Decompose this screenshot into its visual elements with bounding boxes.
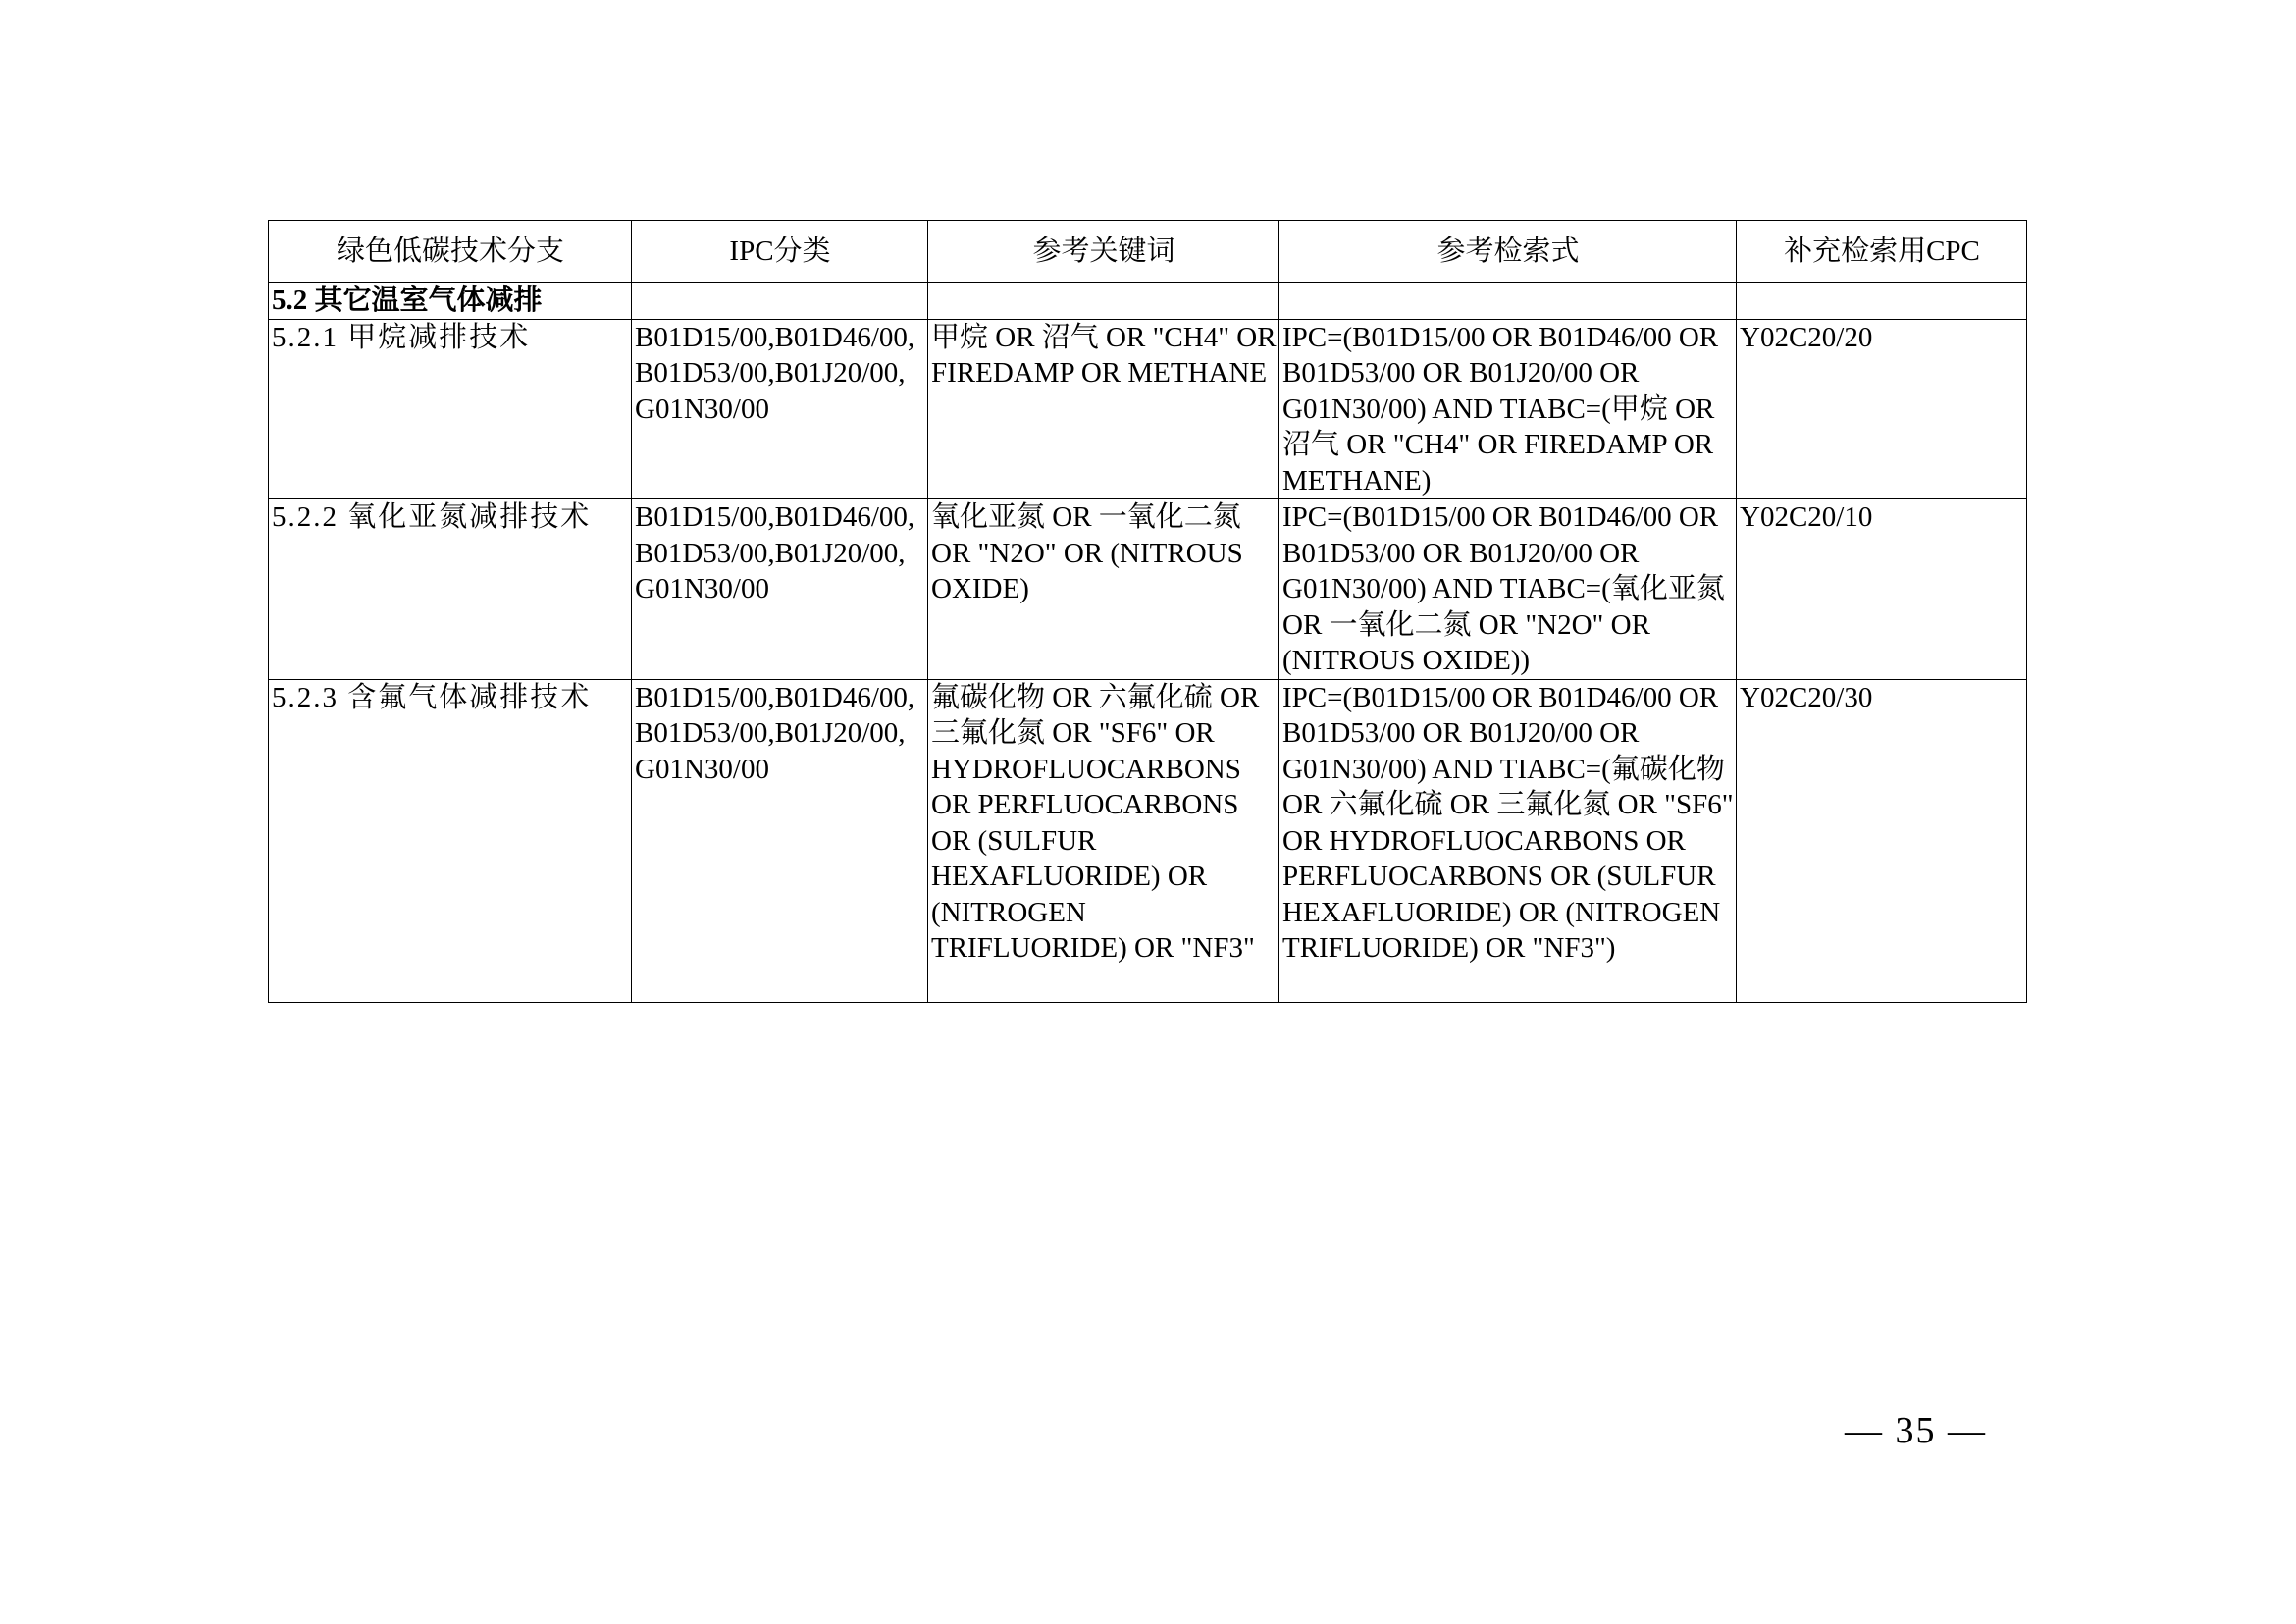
query-cell: IPC=(B01D15/00 OR B01D46/00 OR B01D53/00 OR B01J20/00 OR G01N30/00) AND TIABC=(甲烷 OR 沼气 OR "CH4" OR FIREDAMP OR METHANE)	[1279, 319, 1737, 499]
branch-cell: 5.2.1 甲烷减排技术	[269, 319, 632, 499]
section-empty-cell	[928, 283, 1279, 320]
ipc-cell: B01D15/00,B01D46/00,B01D53/00,B01J20/00,G01N30/00	[632, 319, 928, 499]
table-row	[269, 319, 2027, 499]
table-header-row	[269, 221, 2027, 283]
ipc-cell: B01D15/00,B01D46/00,B01D53/00,B01J20/00,G01N30/00	[632, 679, 928, 1002]
header-keywords: 参考关键词	[928, 221, 1279, 283]
query-cell: IPC=(B01D15/00 OR B01D46/00 OR B01D53/00 OR B01J20/00 OR G01N30/00) AND TIABC=(氟碳化物 OR 六氟化硫 OR 三氟化氮 OR "SF6" OR HYDROFLUOCARBONS OR PERFLUOCARBONS OR (SULFUR HEXAFLUORIDE) OR (NITROGEN TRIFLUORIDE) OR "NF3")	[1279, 679, 1737, 1002]
keywords-cell: 甲烷 OR 沼气 OR "CH4" OR FIREDAMP OR METHANE	[928, 319, 1279, 499]
keywords-cell: 氧化亚氮 OR 一氧化二氮 OR "N2O" OR (NITROUS OXIDE)	[928, 499, 1279, 680]
cpc-cell: Y02C20/10	[1737, 499, 2027, 680]
table-row	[269, 499, 2027, 680]
header-ipc: IPC分类	[632, 221, 928, 283]
section-title: 5.2 其它温室气体减排	[269, 283, 632, 320]
query-cell: IPC=(B01D15/00 OR B01D46/00 OR B01D53/00 OR B01J20/00 OR G01N30/00) AND TIABC=(氧化亚氮 OR 一氧化二氮 OR "N2O" OR (NITROUS OXIDE))	[1279, 499, 1737, 680]
table-row	[269, 679, 2027, 1002]
header-cpc: 补充检索用CPC	[1737, 221, 2027, 283]
green-tech-classification-table	[268, 220, 2027, 1003]
section-empty-cell	[1737, 283, 2027, 320]
section-empty-cell	[632, 283, 928, 320]
header-query: 参考检索式	[1279, 221, 1737, 283]
branch-cell: 5.2.2 氧化亚氮减排技术	[269, 499, 632, 680]
section-row	[269, 283, 2027, 320]
keywords-cell: 氟碳化物 OR 六氟化硫 OR 三氟化氮 OR "SF6" OR HYDROFLUOCARBONS OR PERFLUOCARBONS OR (SULFUR HEXAFLUORIDE) OR (NITROGEN TRIFLUORIDE) OR "NF3"	[928, 679, 1279, 1002]
cpc-cell: Y02C20/20	[1737, 319, 2027, 499]
cpc-cell: Y02C20/30	[1737, 679, 2027, 1002]
branch-cell: 5.2.3 含氟气体减排技术	[269, 679, 632, 1002]
header-branch: 绿色低碳技术分支	[269, 221, 632, 283]
section-empty-cell	[1279, 283, 1737, 320]
ipc-cell: B01D15/00,B01D46/00,B01D53/00,B01J20/00,G01N30/00	[632, 499, 928, 680]
page-number: — 35 —	[1845, 1410, 1987, 1451]
